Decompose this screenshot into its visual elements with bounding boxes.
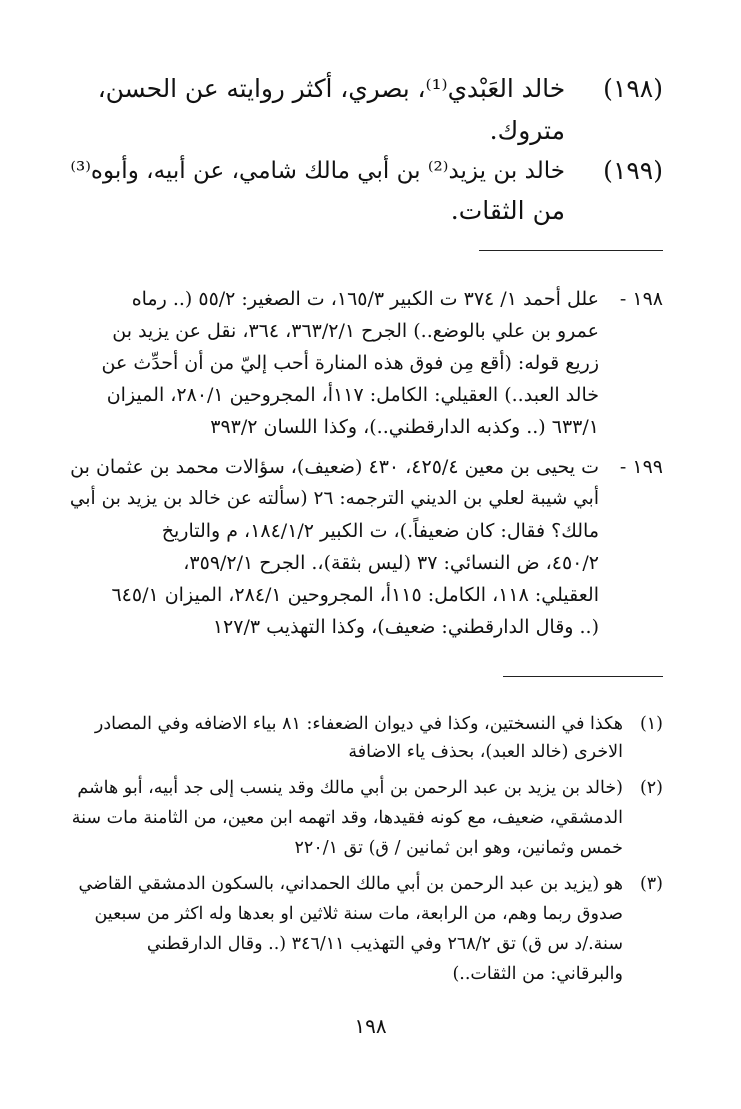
note-text-line: ت يحيى بن معين ٤٢٥/٤، ٤٣٠ (ضعيف)، سؤالات محمد بن عثمان بن <box>70 456 599 478</box>
entry-text-line: من الثقات. <box>450 196 565 225</box>
note-text-line: زريع قوله: (أقع مِن فوق هذه المنارة أحب إليّ من أن أحدِّث عن <box>101 352 599 374</box>
footnote-number: (١) <box>639 714 663 734</box>
note-text-line: أبي شيبة لعلي بن الديني الترجمه: ٢٦ (سألته عن خالد بن يزيد بن أبي <box>69 488 599 509</box>
footnote-divider <box>503 676 663 677</box>
entry-number: (١٩٩) <box>603 156 663 185</box>
section-divider <box>479 250 663 251</box>
footnote-number: (٢) <box>639 778 663 798</box>
footnote-number: (٣) <box>639 874 663 894</box>
footnote-text-line: هكذا في النسختين، وكذا في ديوان الضعفاء: ٨١ بياء الاضافه وفي المصادر <box>94 714 623 734</box>
footnote-text-line: الاخرى (خالد العبد)، بحذف ياء الاضافة <box>348 742 623 762</box>
note-text-line: ٤٥٠/٢، ض النسائي: ٣٧ (ليس بثقة)،. الجرح ٣٥٩/٢/١، <box>183 552 599 574</box>
note-text-line: خالد العبد..) العقيلي: الكامل: ١١٧أ، المجروحين ٢٨٠/١، الميزان <box>106 384 599 406</box>
footnote-text-line: صدوق ربما وهم، من الرابعة، مات سنة ثلاثين او بعدها وله اكثر من سبعين <box>94 904 623 924</box>
note-text-line: العقيلي: ١١٨، الكامل: ١١٥أ، المجروحين ٢٨٤/١، الميزان ٦٤٥/١ <box>111 584 599 606</box>
page-number: ١٩٨ <box>354 1014 387 1038</box>
entry-text-line: متروك. <box>489 116 565 145</box>
note-number: ١٩٩ - <box>619 456 663 478</box>
note-text-line: ٦٣٣/١ (.. وكذبه الدارقطني..)، وكذا اللسان ٣٩٣/٢ <box>210 416 599 438</box>
note-number: ١٩٨ - <box>619 288 663 310</box>
footnote-text-line: الدمشقي، ضعيف، مع كونه فقيدها، وقد اتهمه ابن معين، من الثامنة مات سنة <box>71 808 623 828</box>
entry-text-line: خالد العَبْدي⁽¹⁾، بصري، أكثر روايته عن الحسن، <box>97 74 565 103</box>
note-text-line: علل أحمد ١/ ٣٧٤ ت الكبير ١٦٥/٣، ت الصغير: ٥٥/٢ (.. رماه <box>131 288 599 310</box>
footnote-text-line: سنة./د س ق) تق ٢٦٨/٢ وفي التهذيب ٣٤٦/١١ (.. وقال الدارقطني <box>146 934 623 954</box>
note-text-line: (.. وقال الدارقطني: ضعيف)، وكذا التهذيب ١٢٧/٣ <box>212 616 599 638</box>
note-text-line: مالك؟ فقال: كان ضعيفاً.)، ت الكبير ١٨٤/١/٢، م والتاريخ <box>161 520 599 542</box>
footnote-text-line: خمس وثمانين، وهو ابن ثمانين / ق) تق ٢٢٠/١ <box>294 838 623 858</box>
footnote-text-line: والبرقاني: من الثقات..) <box>452 964 623 984</box>
entry-number: (١٩٨) <box>603 74 663 103</box>
note-text-line: عمرو بن علي بالوضع..) الجرح ٣٦٣/٢/١، ٣٦٤، نقل عن يزيد بن <box>112 320 599 342</box>
entry-text-line: خالد بن يزيد⁽²⁾ بن أبي مالك شامي، عن أبيه، وأبوه⁽³⁾ <box>70 158 565 184</box>
footnote-text-line: هو (يزيد بن عبد الرحمن بن أبي مالك الحمداني، بالسكون الدمشقي القاضي <box>78 874 623 894</box>
footnote-text-line: (خالد بن يزيد بن عبد الرحمن بن أبي مالك وقد ينسب إلى جد أبيه، أبو هاشم <box>77 778 623 798</box>
